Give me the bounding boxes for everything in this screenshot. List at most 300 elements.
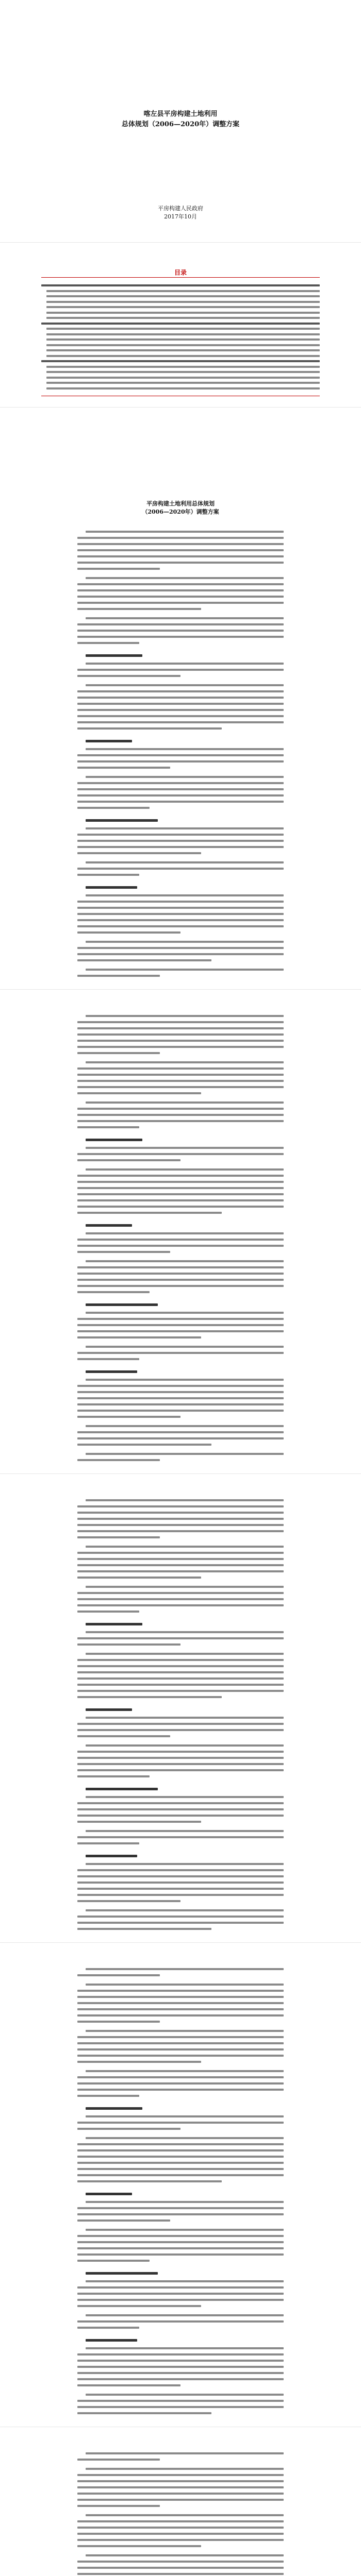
toc-entry <box>46 382 320 384</box>
paragraph-line <box>77 636 284 638</box>
paragraph-line <box>86 1425 284 1427</box>
paragraph-line <box>77 2235 284 2237</box>
paragraph-line <box>77 1416 180 1418</box>
paragraph-line <box>77 2055 284 2057</box>
paragraph-line <box>77 1974 160 1976</box>
paragraph-line <box>77 2384 180 2386</box>
page-divider <box>0 1942 361 1943</box>
paragraph-line <box>77 1775 150 1777</box>
paragraph-line <box>77 754 284 756</box>
toc-entry <box>41 284 320 286</box>
paragraph-line <box>86 1631 284 1633</box>
paragraph-line <box>77 1212 222 1214</box>
cover-date: 2017年10月 <box>164 213 197 220</box>
toc-entry <box>46 312 320 314</box>
paragraph-line <box>77 1643 180 1646</box>
paragraph-line <box>77 2213 284 2215</box>
section-heading <box>86 819 158 822</box>
paragraph-line <box>77 794 284 796</box>
paragraph-line <box>77 1273 284 1275</box>
paragraph-line <box>86 684 284 686</box>
paragraph-line <box>77 767 170 769</box>
section-heading <box>86 1139 142 1141</box>
paragraph-line <box>86 2452 284 2454</box>
paragraph-line <box>77 1114 284 1116</box>
toc-entry <box>46 387 320 389</box>
paragraph-line <box>77 543 284 545</box>
paragraph-line <box>86 1147 284 1149</box>
toc-heading: 目录 <box>174 269 187 276</box>
paragraph-line <box>77 589 284 591</box>
paragraph-line <box>77 2095 139 2097</box>
paragraph-line <box>77 2474 284 2476</box>
paragraph-line <box>77 2378 284 2380</box>
paragraph-line <box>86 2201 284 2203</box>
paragraph-line <box>77 2247 284 2249</box>
paragraph-line <box>77 2353 284 2355</box>
paragraph-line <box>77 919 284 921</box>
paragraph-line <box>77 2545 201 2547</box>
paragraph-line <box>86 776 284 778</box>
toc-entry <box>46 333 320 335</box>
paragraph-line <box>86 1015 284 1017</box>
paragraph-line <box>77 868 284 870</box>
paragraph-line <box>77 1067 284 1070</box>
paragraph-line <box>86 1260 284 1262</box>
paragraph-line <box>77 1729 284 1731</box>
paragraph-line <box>77 709 284 711</box>
paragraph-line <box>77 1922 284 1924</box>
paragraph-line <box>86 2314 284 2316</box>
paragraph-line <box>77 1324 284 1326</box>
paragraph-line <box>77 2021 160 2023</box>
paragraph-line <box>86 2347 284 2349</box>
paragraph-line <box>77 1159 180 1161</box>
paragraph-line <box>77 2260 150 2262</box>
paragraph-line <box>77 2207 284 2209</box>
page-divider <box>0 989 361 990</box>
paragraph-line <box>77 1251 170 1253</box>
paragraph-line <box>77 1570 284 1572</box>
paragraph-line <box>77 840 284 842</box>
paragraph-line <box>77 2219 170 2222</box>
paragraph-line <box>86 1744 284 1747</box>
paragraph-line <box>77 721 284 723</box>
paragraph-line <box>86 1717 284 1719</box>
paragraph-line <box>77 1735 170 1737</box>
paragraph-line <box>77 1021 284 1023</box>
paragraph-line <box>77 1751 284 1753</box>
paragraph-line <box>77 1027 284 1029</box>
paragraph-line <box>77 1120 284 1122</box>
paragraph-line <box>77 2561 284 2563</box>
paragraph-line <box>77 583 284 585</box>
paragraph-line <box>86 1312 284 1314</box>
section-heading <box>86 1855 137 1857</box>
paragraph-line <box>77 2076 284 2078</box>
section-heading <box>86 1370 137 1373</box>
page-divider <box>0 407 361 408</box>
paragraph-line <box>77 2499 284 2501</box>
paragraph-line <box>77 1894 284 1896</box>
paragraph-line <box>77 807 150 809</box>
cover-issuer: 平房构建人民政府 <box>158 205 203 212</box>
paragraph-line <box>77 1888 284 1890</box>
paragraph-line <box>77 2180 222 2182</box>
paragraph-line <box>86 1232 284 1234</box>
toc-entry <box>46 371 320 373</box>
paragraph-line <box>77 2305 201 2307</box>
toc-entry <box>46 306 320 308</box>
paragraph-line <box>77 1928 211 1930</box>
cover-title-line1: 喀左县平房构建土地利用 <box>143 110 218 118</box>
paragraph-line <box>77 975 160 977</box>
paragraph-line <box>77 1536 160 1538</box>
paragraph-line <box>77 697 284 699</box>
paragraph-line <box>77 2174 284 2176</box>
paragraph-line <box>77 1659 284 1661</box>
paragraph-line <box>77 2089 284 2091</box>
paragraph-line <box>77 925 284 927</box>
paragraph-line <box>86 941 284 943</box>
paragraph-line <box>77 2162 284 2164</box>
paragraph-line <box>77 2360 284 2362</box>
paragraph-line <box>77 1187 284 1189</box>
paragraph-line <box>86 861 284 863</box>
paragraph-line <box>86 2137 284 2139</box>
paragraph-line <box>86 1984 284 1986</box>
paragraph-line <box>77 675 180 677</box>
paragraph-line <box>77 727 222 730</box>
paragraph-line <box>77 1444 211 1446</box>
paragraph-line <box>77 669 284 671</box>
paragraph-line <box>77 1815 284 1817</box>
paragraph-line <box>77 2149 284 2151</box>
paragraph-line <box>77 623 284 625</box>
paragraph-line <box>77 2486 284 2488</box>
toc-entry <box>46 328 320 330</box>
body-title-line1: 平房构建土地利用总体规划 <box>146 500 215 507</box>
paragraph-line <box>77 953 284 955</box>
paragraph-line <box>86 2229 284 2231</box>
paragraph-line <box>86 1968 284 1970</box>
paragraph-line <box>77 2002 284 2004</box>
paragraph-line <box>77 1990 284 1992</box>
paragraph-line <box>86 1346 284 1348</box>
paragraph-line <box>77 2122 284 2124</box>
paragraph-line <box>86 1863 284 1865</box>
paragraph-line <box>77 2520 284 2522</box>
paragraph-line <box>77 1199 284 1201</box>
paragraph-line <box>77 846 284 848</box>
paragraph-line <box>77 2241 284 2243</box>
paragraph-line <box>77 1524 284 1526</box>
toc-top-rule <box>41 277 320 278</box>
paragraph-line <box>77 760 284 762</box>
paragraph-line <box>77 1505 284 1507</box>
paragraph-line <box>77 2505 160 2507</box>
paragraph-line <box>77 1266 284 1268</box>
paragraph-line <box>77 1318 284 1320</box>
paragraph-line <box>77 1206 284 1208</box>
paragraph-line <box>86 2468 284 2470</box>
paragraph-line <box>77 1239 284 1241</box>
paragraph-line <box>77 1385 284 1387</box>
paragraph-line <box>86 617 284 619</box>
paragraph-line <box>77 2143 284 2145</box>
toc-entry <box>41 323 320 325</box>
paragraph-line <box>77 947 284 949</box>
paragraph-line <box>86 827 284 829</box>
paragraph-line <box>77 602 284 604</box>
paragraph-line <box>77 901 284 903</box>
cover-title-line2: 总体规划（2006—2020年）调整方案 <box>121 121 240 128</box>
paragraph-line <box>77 2480 284 2482</box>
paragraph-line <box>86 663 284 665</box>
paragraph-line <box>77 555 284 557</box>
toc-entry <box>46 377 320 379</box>
paragraph-line <box>77 1352 284 1354</box>
section-heading <box>86 1623 142 1625</box>
paragraph-line <box>77 1900 180 1902</box>
paragraph-line <box>77 608 201 610</box>
paragraph-line <box>77 1080 284 1082</box>
toc-entry <box>46 301 320 303</box>
paragraph-line <box>77 1769 284 1771</box>
paragraph-line <box>77 1518 284 1520</box>
paragraph-line <box>77 1677 284 1680</box>
paragraph-line <box>77 2372 284 2374</box>
paragraph-line <box>77 1397 284 1399</box>
section-heading <box>86 2339 137 2342</box>
paragraph-line <box>77 1193 284 1195</box>
paragraph-line <box>77 562 284 564</box>
paragraph-line <box>77 1696 222 1698</box>
paragraph-line <box>86 2554 284 2556</box>
paragraph-line <box>77 874 139 876</box>
toc-entry <box>46 366 320 368</box>
paragraph-line <box>77 537 284 539</box>
paragraph-line <box>77 2459 160 2461</box>
paragraph-line <box>86 1830 284 1832</box>
paragraph-line <box>77 801 284 803</box>
paragraph-line <box>86 2280 284 2282</box>
paragraph-line <box>77 2014 284 2016</box>
paragraph-line <box>77 2539 284 2541</box>
paragraph-line <box>86 2070 284 2072</box>
paragraph-line <box>77 2527 284 2529</box>
paragraph-line <box>77 1558 284 1560</box>
paragraph-line <box>77 1086 284 1088</box>
section-heading <box>86 2193 132 2195</box>
paragraph-line <box>86 1586 284 1588</box>
paragraph-line <box>77 1040 284 1042</box>
paragraph-line <box>77 1391 284 1393</box>
paragraph-line <box>77 1577 201 1579</box>
paragraph-line <box>86 2394 284 2396</box>
paragraph-line <box>77 1875 284 1877</box>
paragraph-line <box>77 549 284 551</box>
paragraph-line <box>77 1564 284 1566</box>
paragraph-line <box>77 715 284 717</box>
paragraph-line <box>77 2253 284 2256</box>
paragraph-line <box>77 1690 284 1692</box>
paragraph-line <box>77 1665 284 1667</box>
paragraph-line <box>77 913 284 915</box>
paragraph-line <box>77 568 160 570</box>
paragraph-line <box>77 1033 284 1036</box>
paragraph-line <box>77 2008 284 2010</box>
paragraph-line <box>77 2036 284 2038</box>
paragraph-line <box>77 1092 201 1094</box>
paragraph-line <box>77 834 284 836</box>
paragraph-line <box>77 1437 284 1439</box>
section-heading <box>86 1708 132 1711</box>
paragraph-line <box>77 1996 284 1998</box>
paragraph-line <box>86 1909 284 1911</box>
paragraph-line <box>77 1598 284 1600</box>
paragraph-line <box>86 2115 284 2117</box>
paragraph-line <box>77 1279 284 1281</box>
paragraph-line <box>77 2042 284 2044</box>
paragraph-line <box>77 1842 139 1844</box>
paragraph-line <box>86 531 284 533</box>
paragraph-line <box>86 748 284 750</box>
paragraph-line <box>77 1074 284 1076</box>
paragraph-line <box>77 1459 160 1461</box>
paragraph-line <box>77 1181 284 1183</box>
paragraph-line <box>77 690 284 692</box>
paragraph-line <box>77 1869 284 1871</box>
paragraph-line <box>86 1101 284 1104</box>
section-heading <box>86 2107 142 2110</box>
toc-entry <box>46 349 320 351</box>
paragraph-line <box>77 2048 284 2050</box>
toc-entry <box>41 360 320 362</box>
paragraph-line <box>77 1684 284 1686</box>
paragraph-line <box>77 1330 284 1332</box>
paragraph-line <box>77 2128 180 2130</box>
paragraph-line <box>77 1916 284 1918</box>
paragraph-line <box>77 2366 284 2368</box>
paragraph-line <box>77 2320 284 2323</box>
paragraph-line <box>86 1168 284 1171</box>
paragraph-line <box>77 2061 201 2063</box>
paragraph-line <box>77 1512 284 1514</box>
paragraph-line <box>77 959 211 961</box>
paragraph-line <box>77 2493 284 2495</box>
paragraph-line <box>77 2533 284 2535</box>
section-heading <box>86 654 142 657</box>
paragraph-line <box>77 2293 284 2295</box>
paragraph-line <box>77 2168 284 2170</box>
paragraph-line <box>77 1175 284 1177</box>
paragraph-line <box>77 1530 284 1532</box>
paragraph-line <box>77 788 284 790</box>
paragraph-line <box>77 1108 284 1110</box>
section-heading <box>86 886 137 889</box>
paragraph-line <box>86 894 284 896</box>
paragraph-line <box>77 1882 284 1884</box>
paragraph-line <box>86 1379 284 1381</box>
paragraph-line <box>77 2156 284 2158</box>
paragraph-line <box>77 931 180 934</box>
paragraph-line <box>86 2030 284 2032</box>
paragraph-line <box>77 1763 284 1765</box>
paragraph-line <box>77 1552 284 1554</box>
toc-entry <box>46 338 320 341</box>
paragraph-line <box>77 1431 284 1433</box>
paragraph-line <box>77 1808 284 1810</box>
paragraph-line <box>77 1336 201 1338</box>
paragraph-line <box>77 1358 139 1360</box>
section-heading <box>86 1224 132 1227</box>
paragraph-line <box>77 2400 284 2402</box>
paragraph-line <box>86 1546 284 1548</box>
paragraph-line <box>77 782 284 784</box>
paragraph-line <box>86 577 284 579</box>
paragraph-line <box>77 1836 284 1838</box>
paragraph-line <box>77 1802 284 1804</box>
paragraph-line <box>86 1453 284 1455</box>
toc-entry <box>46 295 320 297</box>
paragraph-line <box>86 1499 284 1501</box>
section-heading <box>86 1788 158 1790</box>
paragraph-line <box>77 907 284 909</box>
page-divider <box>0 242 361 243</box>
paragraph-line <box>77 2406 284 2408</box>
toc-entry <box>46 344 320 346</box>
paragraph-line <box>77 2567 284 2569</box>
toc-entry <box>46 317 320 319</box>
paragraph-line <box>77 1052 160 1054</box>
paragraph-line <box>77 1126 139 1128</box>
paragraph-line <box>86 2514 284 2516</box>
paragraph-line <box>77 1723 284 1725</box>
paragraph-line <box>77 1403 284 1405</box>
paragraph-line <box>77 2327 139 2329</box>
paragraph-line <box>77 2412 211 2414</box>
paragraph-line <box>77 642 139 644</box>
paragraph-line <box>77 1291 150 1293</box>
section-heading <box>86 2272 158 2275</box>
paragraph-line <box>77 2082 284 2084</box>
paragraph-line <box>77 596 284 598</box>
paragraph-line <box>77 852 201 854</box>
paragraph-line <box>77 2286 284 2289</box>
paragraph-line <box>86 1653 284 1655</box>
paragraph-line <box>86 1061 284 1063</box>
paragraph-line <box>77 1153 284 1155</box>
paragraph-line <box>77 630 284 632</box>
body-title-line2: （2006—2020年）调整方案 <box>142 509 219 515</box>
paragraph-line <box>77 1757 284 1759</box>
paragraph-line <box>77 1285 284 1287</box>
paragraph-line <box>77 1671 284 1673</box>
page-divider <box>0 1473 361 1474</box>
paragraph-line <box>86 1796 284 1798</box>
paragraph-line <box>77 1611 139 1613</box>
toc-entry <box>46 355 320 357</box>
paragraph-line <box>77 1245 284 1247</box>
paragraph-line <box>77 1410 284 1412</box>
paragraph-line <box>77 1046 284 1048</box>
section-heading <box>86 1303 158 1306</box>
paragraph-line <box>77 1604 284 1606</box>
paragraph-line <box>77 703 284 705</box>
section-heading <box>86 740 132 742</box>
paragraph-line <box>77 2299 284 2301</box>
